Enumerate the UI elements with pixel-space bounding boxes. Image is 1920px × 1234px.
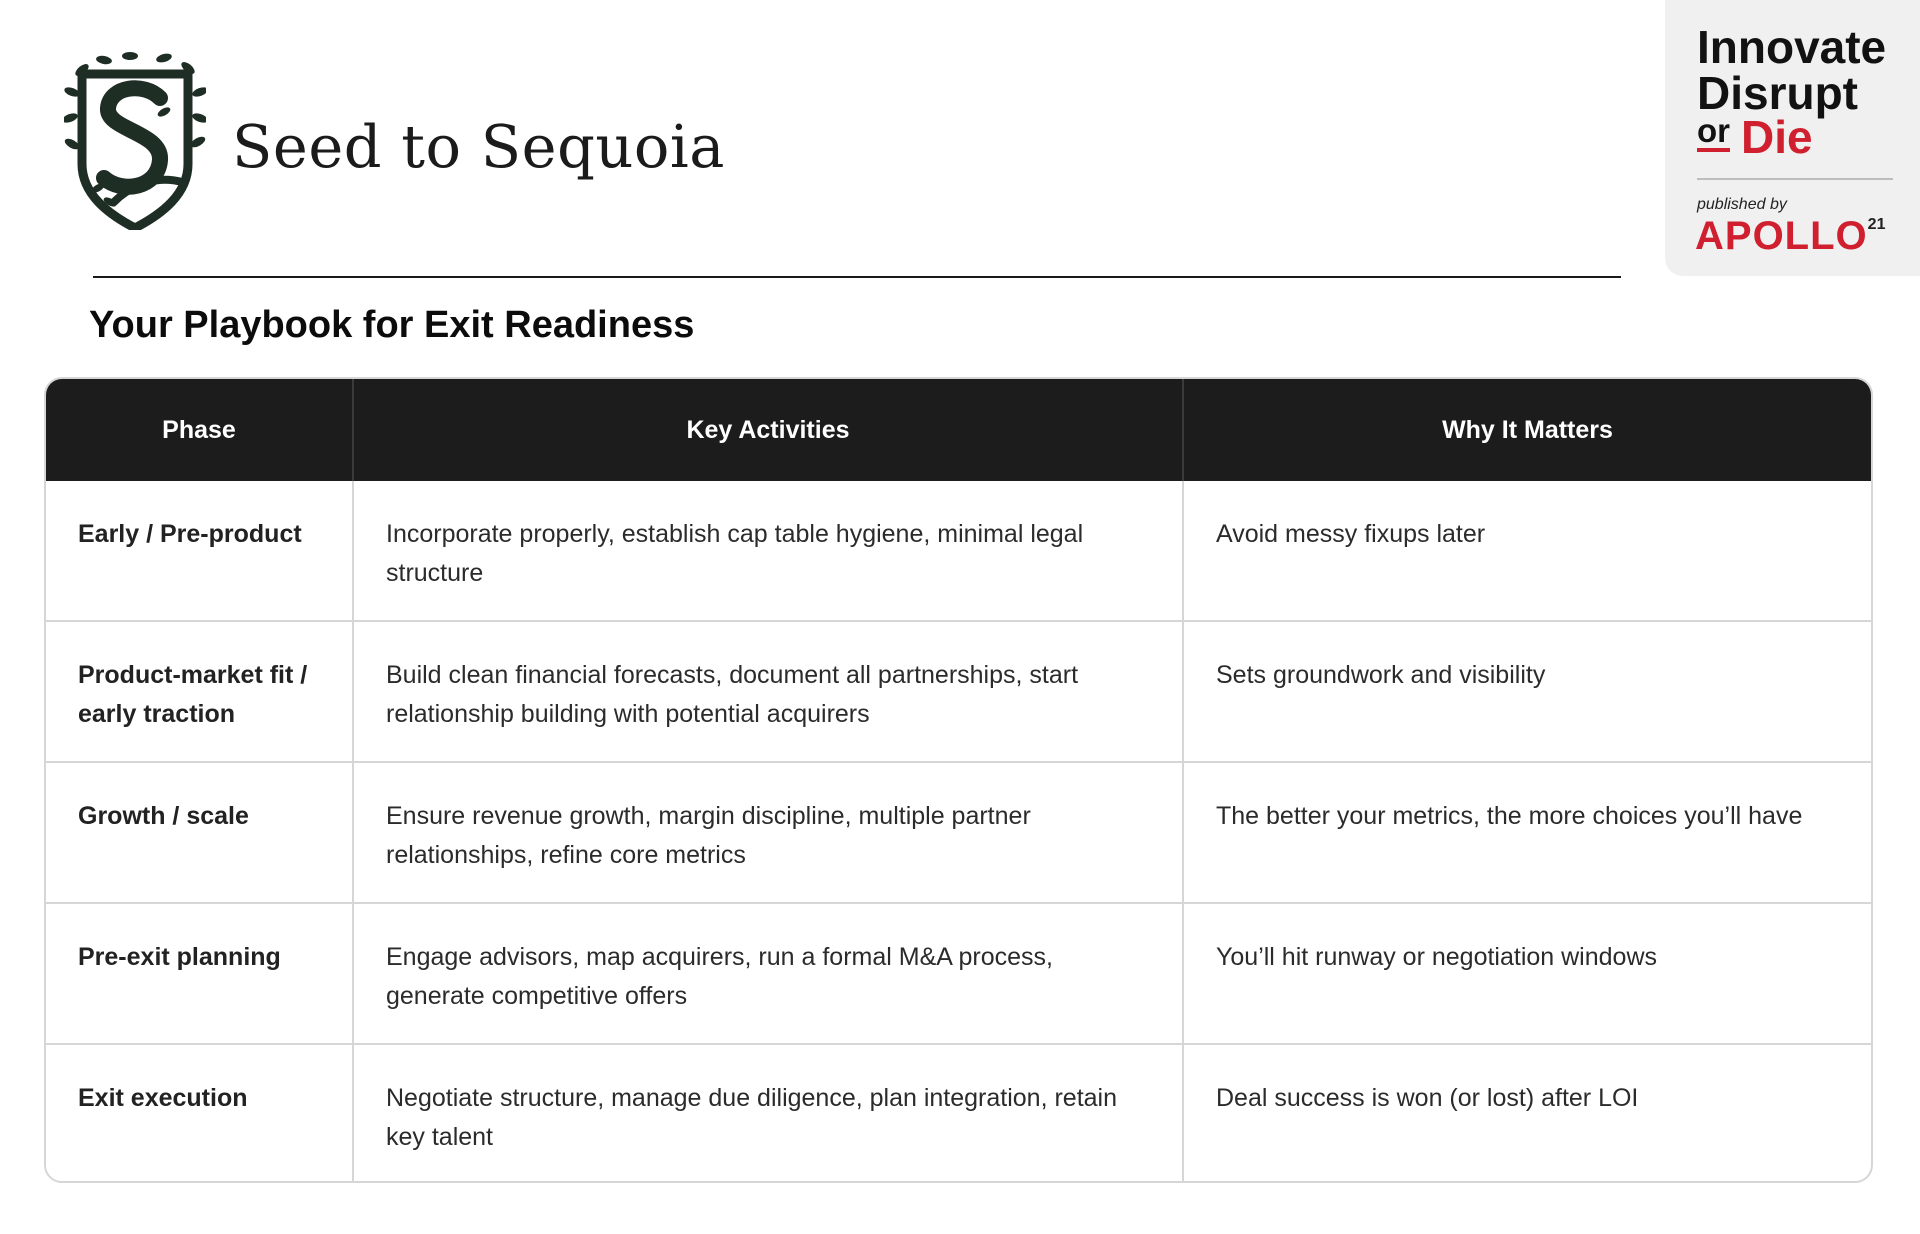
table-row <box>46 620 1871 761</box>
publisher-logo <box>1695 214 1885 259</box>
column-header-key-activities: Key Activities <box>352 379 1182 481</box>
badge-line-disrupt: Disrupt <box>1697 67 1858 119</box>
table-row <box>46 761 1871 902</box>
table-header <box>46 379 1871 481</box>
table-row <box>46 1043 1871 1183</box>
phase-cell: Growth / scale <box>78 802 249 830</box>
why-cell: You’ll hit runway or negotiation windows <box>1182 904 1871 1043</box>
badge-die: Die <box>1741 111 1813 163</box>
why-cell: Sets groundwork and visibility <box>1182 622 1871 761</box>
badge-or: or <box>1697 116 1730 152</box>
header-divider <box>93 276 1621 278</box>
badge-line-innovate: Innovate <box>1697 21 1887 73</box>
table-body <box>46 481 1871 1183</box>
badge-divider <box>1697 178 1893 180</box>
why-cell: Deal success is won (or lost) after LOI <box>1182 1045 1871 1183</box>
table-row <box>46 481 1871 620</box>
publisher-name: APOLLO <box>1695 214 1868 258</box>
playbook-table <box>44 377 1873 1183</box>
brand-name: Seed to Sequoia <box>232 112 725 181</box>
column-header-why-it-matters: Why It Matters <box>1182 379 1871 481</box>
badge-published-by: published by <box>1697 196 1787 213</box>
activities-cell: Incorporate properly, establish cap table hygiene, minimal legal structure <box>352 481 1182 620</box>
phase-cell: Exit execution <box>78 1084 248 1112</box>
activities-cell: Ensure revenue growth, margin discipline, multiple partner relationships, refine core metrics <box>352 763 1182 902</box>
activities-cell: Negotiate structure, manage due diligence, plan integration, retain key talent <box>352 1045 1182 1183</box>
why-cell: Avoid messy fixups later <box>1182 481 1871 620</box>
phase-cell: Early / Pre-product <box>78 520 302 548</box>
shield-s-leaves-icon <box>64 52 206 230</box>
activities-cell: Engage advisors, map acquirers, run a formal M&A process, generate competitive offers <box>352 904 1182 1043</box>
publisher-badge <box>1665 0 1920 276</box>
phase-cell: Product-market fit / early traction <box>78 661 308 728</box>
table-row <box>46 902 1871 1043</box>
phase-cell: Pre-exit planning <box>78 943 281 971</box>
publisher-sup: 21 <box>1867 215 1886 233</box>
page-title: Your Playbook for Exit Readiness <box>89 304 695 346</box>
column-header-phase: Phase <box>162 415 236 444</box>
why-cell: The better your metrics, the more choices you’ll have <box>1182 763 1871 902</box>
activities-cell: Build clean financial forecasts, document all partnerships, start relationship building with potential acquirers <box>352 622 1182 761</box>
brand-logo <box>64 52 206 230</box>
